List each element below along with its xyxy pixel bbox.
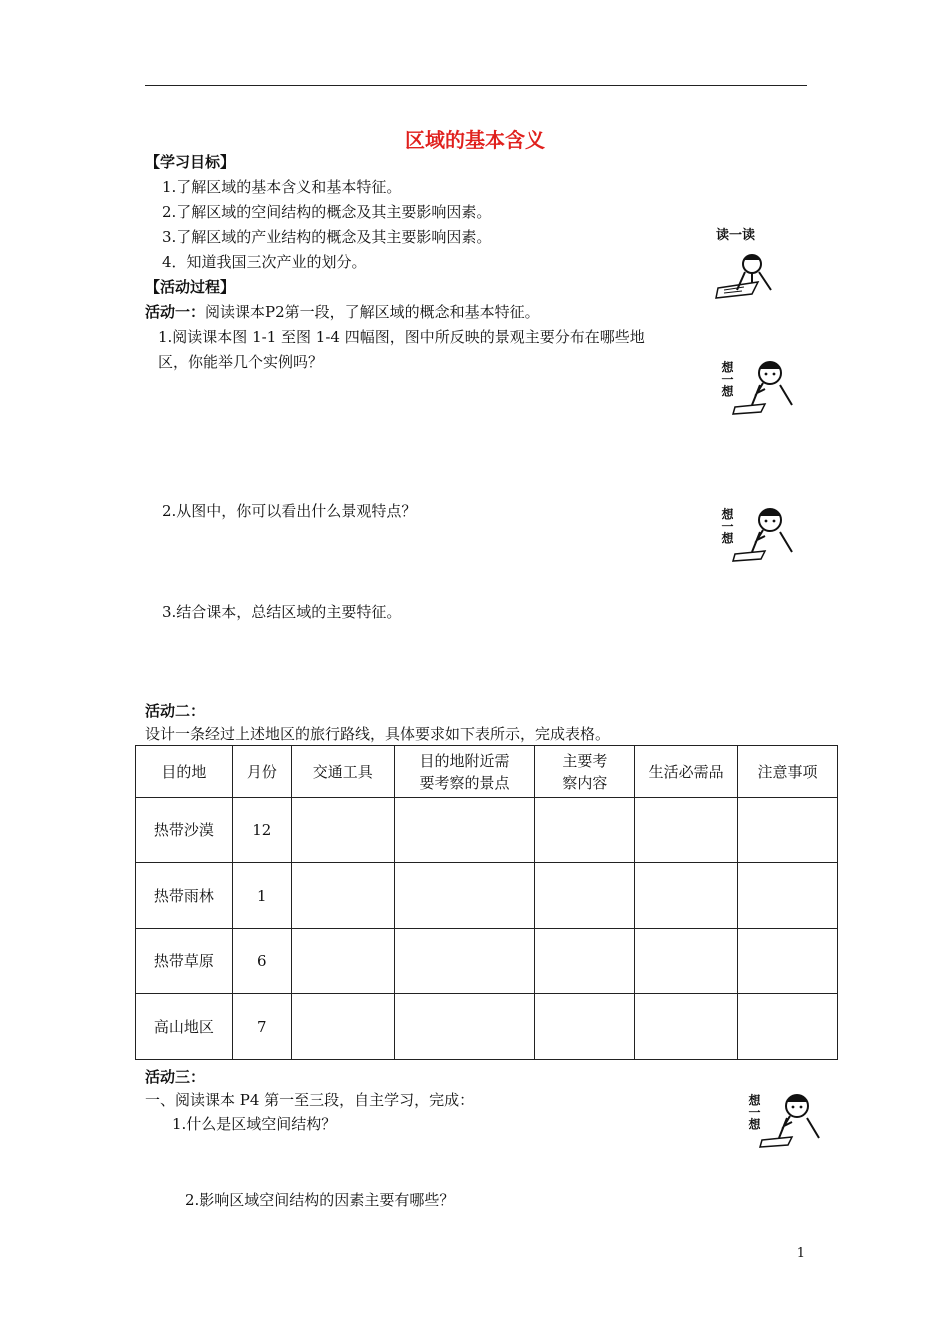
cell-sights[interactable] xyxy=(394,929,535,994)
cell-transport[interactable] xyxy=(291,798,394,863)
activity3-label: 活动三： xyxy=(145,1068,206,1086)
cell-destination: 热带草原 xyxy=(136,929,233,994)
cell-content[interactable] xyxy=(535,798,635,863)
header-content-line1: 主要考 xyxy=(562,751,608,770)
table-row xyxy=(136,929,838,994)
cell-month: 7 xyxy=(232,994,291,1060)
process-heading: 【活动过程】 xyxy=(145,278,236,296)
activity1-q3: 3.结合课本，总结区域的主要特征。 xyxy=(162,603,402,621)
cell-notes[interactable] xyxy=(738,798,838,863)
thinking-student-icon xyxy=(720,492,800,564)
header-sights-line1: 目的地附近需 xyxy=(419,751,510,770)
activity2-intro: 设计一条经过上述地区的旅行路线，具体要求如下表所示，完成表格。 xyxy=(145,725,611,743)
page-title: 区域的基本含义 xyxy=(405,128,545,152)
cell-notes[interactable] xyxy=(738,994,838,1060)
header-necessities: 生活必需品 xyxy=(635,746,738,798)
activity2-label: 活动二： xyxy=(145,702,206,720)
activity1-label: 活动一： xyxy=(145,303,206,321)
cell-necessities[interactable] xyxy=(635,798,738,863)
objective-item-4: 4．知道我国三次产业的划分。 xyxy=(162,253,367,271)
activity3-q2: 2.影响区域空间结构的因素主要有哪些？ xyxy=(185,1191,455,1209)
objective-item-3: 3.了解区域的产业结构的概念及其主要影响因素。 xyxy=(162,228,492,246)
table-row xyxy=(136,798,838,863)
cell-necessities[interactable] xyxy=(635,863,738,929)
objectives-heading: 【学习目标】 xyxy=(145,153,236,171)
cell-month: 12 xyxy=(232,798,291,863)
think-caption: 想一想 xyxy=(720,508,734,544)
cell-necessities[interactable] xyxy=(635,929,738,994)
activity1-text: 阅读课本P2第一段，了解区域的概念和基本特征。 xyxy=(205,303,540,321)
read-caption: 读一读 xyxy=(716,228,756,243)
cell-sights[interactable] xyxy=(394,994,535,1060)
table-row xyxy=(136,994,838,1060)
header-rule xyxy=(145,85,807,86)
activity1-q1-line1: 1.阅读课本图 1-1 至图 1-4 四幅图，图中所反映的景观主要分布在哪些地 xyxy=(158,328,645,346)
header-content-line2: 察内容 xyxy=(562,773,608,792)
cell-notes[interactable] xyxy=(738,863,838,929)
cell-month: 1 xyxy=(232,863,291,929)
activity1-line xyxy=(145,301,540,322)
activity3-intro: 一、阅读课本 P4 第一至三段，自主学习，完成： xyxy=(145,1091,475,1109)
cell-sights[interactable] xyxy=(394,798,535,863)
reading-student-icon xyxy=(712,222,792,302)
cell-transport[interactable] xyxy=(291,863,394,929)
cell-content[interactable] xyxy=(535,929,635,994)
activity3-q1: 1.什么是区域空间结构？ xyxy=(172,1115,337,1133)
page-number: 1 xyxy=(796,1246,805,1261)
activity1-q1-line2: 区，你能举几个实例吗？ xyxy=(158,353,324,371)
header-sights-line2: 要考察的景点 xyxy=(419,773,510,792)
header-transport: 交通工具 xyxy=(291,746,394,798)
header-sights xyxy=(394,746,535,798)
objective-item-1: 1.了解区域的基本含义和基本特征。 xyxy=(162,178,402,196)
header-month: 月份 xyxy=(232,746,291,798)
travel-route-table xyxy=(135,745,838,1060)
cell-content[interactable] xyxy=(535,863,635,929)
table-header-row xyxy=(136,746,838,798)
header-destination: 目的地 xyxy=(136,746,233,798)
cell-notes[interactable] xyxy=(738,929,838,994)
cell-destination: 热带雨林 xyxy=(136,863,233,929)
header-notes: 注意事项 xyxy=(738,746,838,798)
thinking-student-icon xyxy=(747,1078,827,1150)
cell-transport[interactable] xyxy=(291,929,394,994)
header-content xyxy=(535,746,635,798)
cell-content[interactable] xyxy=(535,994,635,1060)
table-row xyxy=(136,863,838,929)
cell-sights[interactable] xyxy=(394,863,535,929)
cell-month: 6 xyxy=(232,929,291,994)
cell-necessities[interactable] xyxy=(635,994,738,1060)
think-caption: 想一想 xyxy=(747,1094,761,1130)
cell-destination: 高山地区 xyxy=(136,994,233,1060)
cell-transport[interactable] xyxy=(291,994,394,1060)
objective-item-2: 2.了解区域的空间结构的概念及其主要影响因素。 xyxy=(162,203,492,221)
thinking-student-icon xyxy=(720,345,800,417)
activity1-q2: 2.从图中，你可以看出什么景观特点？ xyxy=(162,502,417,520)
cell-destination: 热带沙漠 xyxy=(136,798,233,863)
think-caption: 想一想 xyxy=(720,361,734,397)
